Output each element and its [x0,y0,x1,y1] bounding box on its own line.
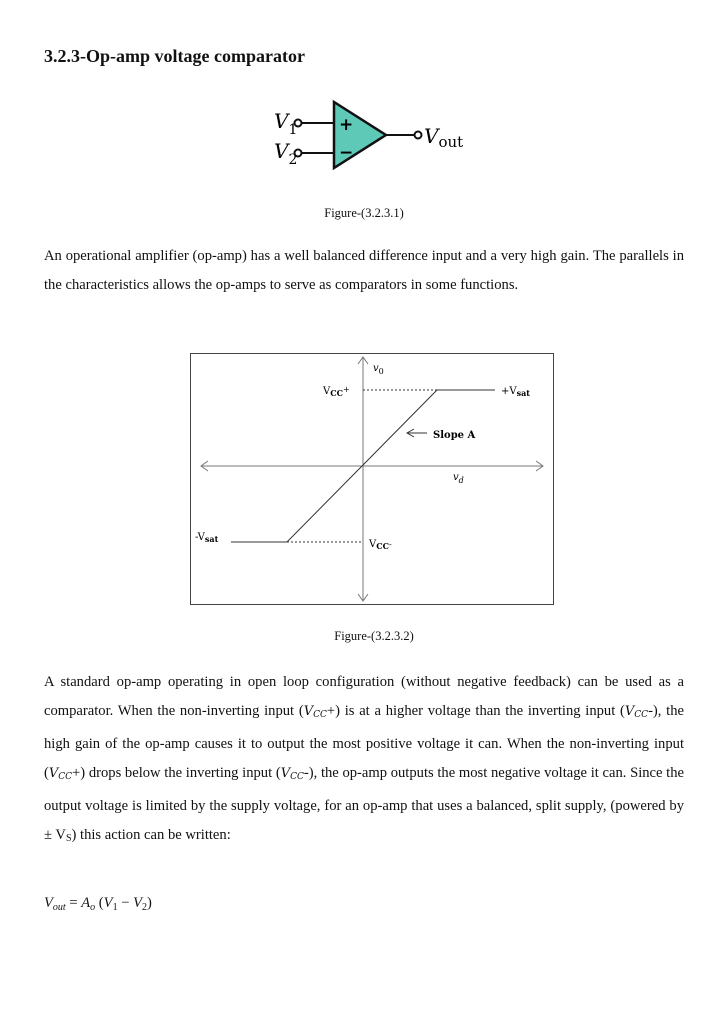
input2-label: $V_2$ [274,139,298,168]
vsat-plus-label: $+V_{sat}$ [501,386,530,398]
x-axis-label: $v_d$ [453,472,464,485]
vcc-symbol-4: $V_{CC}$ [280,766,304,782]
figure2-caption: Figure-(3.2.3.2) [334,629,414,643]
slope-label: Slope A [433,430,476,441]
output-label: $V_{out}$ [424,124,464,151]
supply-subscript: S [65,833,72,844]
section-heading: 3.2.3-Op-amp voltage comparator [44,46,305,66]
vcc-symbol-1: $V_{CC}$ [303,704,327,720]
input1-label: $V_1$ [274,109,298,138]
opamp-symbol-figure [262,96,472,176]
vsat-minus-label: $-V_{sat}$ [195,532,219,544]
comparator-formula: $V_{out} = A_o$ $(V_1 - V_2)$ [44,895,152,913]
plus-sign: + [339,115,354,135]
main-paragraph-text-1: A standard op-amp operating in open loop configuration (without negative feedback) can be used as a comparator. When the non-inverting input ( [44,674,684,719]
output-terminal [415,132,422,139]
main-paragraph-text-5: -), the op-amp outputs the most negative voltage it can. Since the output voltage is limited by the supply voltage, for an op-amp that uses a balanced, split supply, (powered by ± V [44,765,685,843]
vcc-symbol-3: $V_{CC}$ [48,766,73,782]
vcc-symbol-2: $V_{CC}$ [624,704,649,720]
minus-sign: − [339,143,354,163]
main-paragraph-text-3: -), the high gain of the op-amp causes it to output the most positive voltage it can. When the non-inverting input ( [44,703,685,781]
main-paragraph [44,668,684,853]
vcc-minus-label: $V_{CC}^-$ [369,539,392,551]
main-paragraph-text-2: +) is at a higher voltage than the inverting input ( [326,703,625,719]
transfer-characteristic-figure [190,353,554,605]
main-paragraph-text-6: ) this action can be written: [71,827,231,843]
y-axis-label: $v_0$ [373,363,384,376]
vcc-plus-label: $V_{CC}^+$ [323,385,350,398]
figure1-caption: Figure-(3.2.3.1) [324,206,404,220]
main-paragraph-text-4: +) drops below the inverting input ( [72,765,281,781]
transfer-characteristic-graph [191,354,553,604]
intro-paragraph: An operational amplifier (op-amp) has a well balanced difference input and a very high gain. The parallels in the characteristics allows the op-amps to serve as comparators in some functions. [44,248,684,293]
